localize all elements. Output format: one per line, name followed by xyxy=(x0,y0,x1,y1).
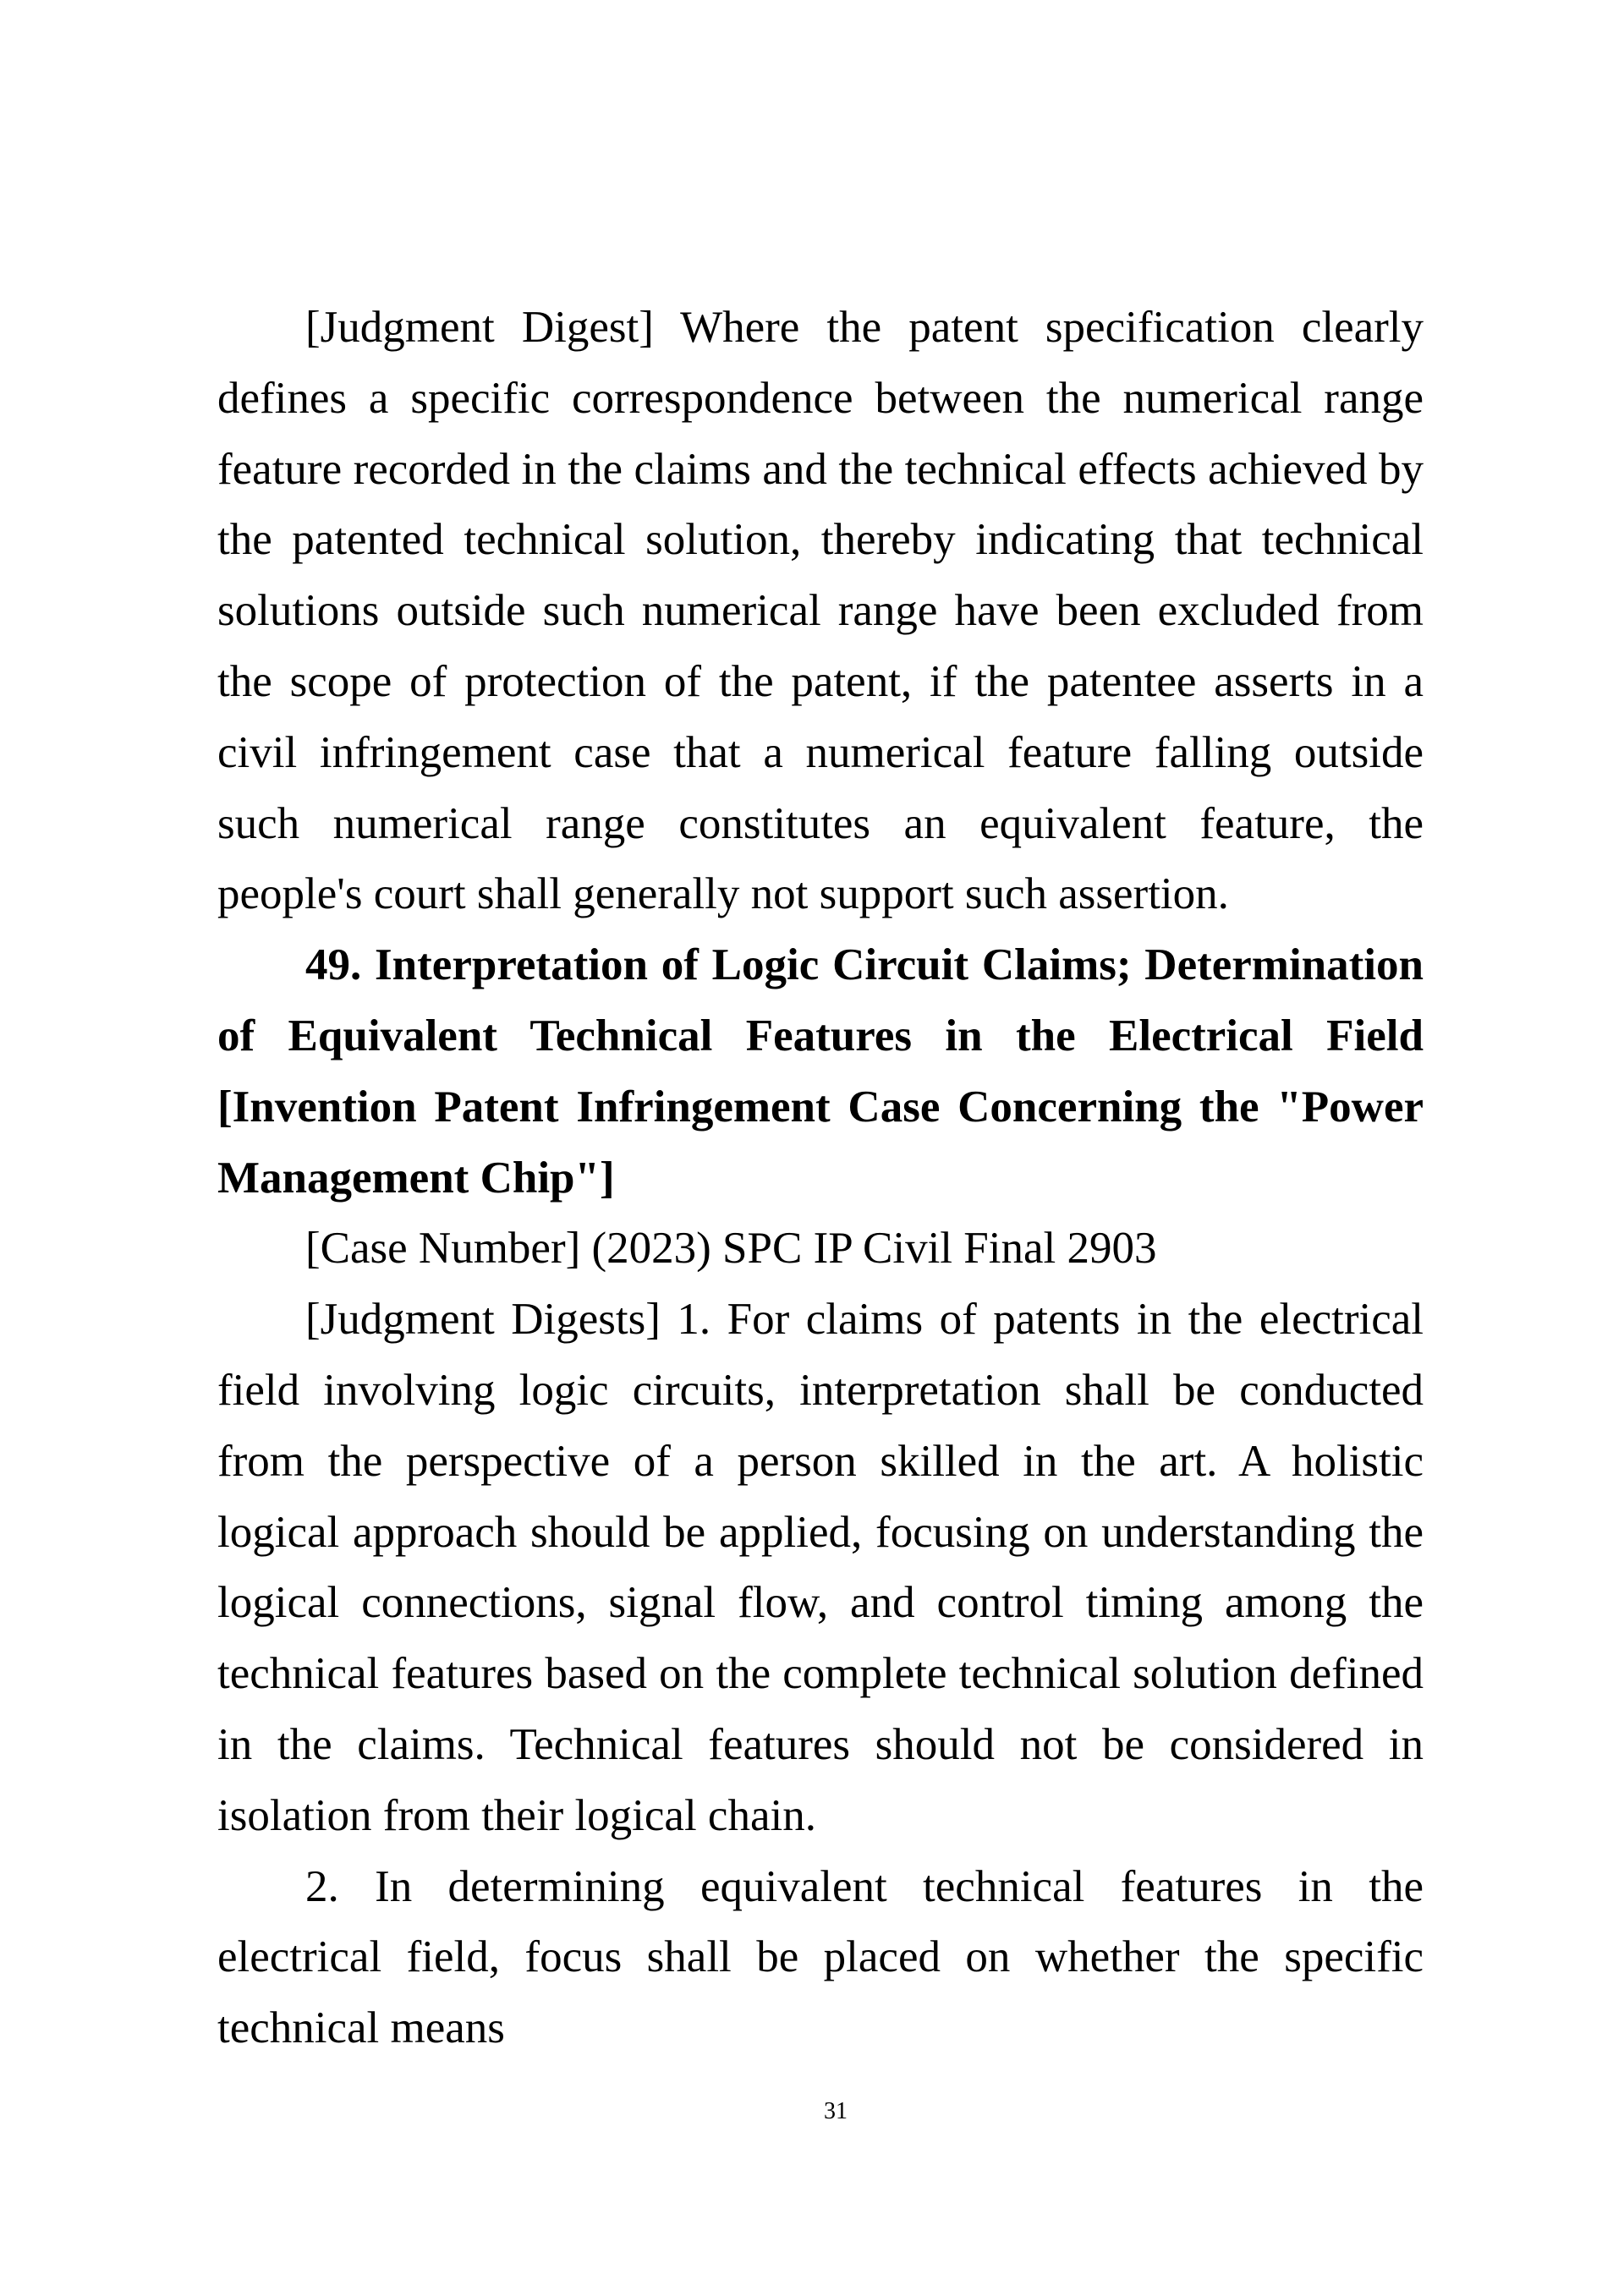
case-number-paragraph: [Case Number] (2023) SPC IP Civil Final 2903 xyxy=(305,1224,1157,1274)
case-heading: 49. Interpretation of Logic Circuit Claims; Determination of Equivalent Technical Features in the Electrical Field [Invention Patent Infringement Case Concerning the "Power Management Chip"] xyxy=(217,940,1424,1203)
page-body xyxy=(217,293,1424,2064)
judgment-digests-paragraph-2: 2. In determining equivalent technical features in the electrical field, focus shall be placed on whether the specific technical means xyxy=(217,1861,1424,2053)
page-number: 31 xyxy=(824,2098,848,2124)
judgment-digests-paragraph-1: [Judgment Digests] 1. For claims of patents in the electrical field involving logic circuits, interpretation shall be conducted from the perspective of a person skilled in the art. A holistic logical approach should be applied, focusing on understanding the logical connections, signal flow, and control timing among the technical features based on the complete technical solution defined in the claims. Technical features should not be considered in isolation from their logical chain. xyxy=(217,1295,1424,1840)
judgment-digest-paragraph: [Judgment Digest] Where the patent specification clearly defines a specific correspondence between the numerical range feature recorded in the claims and the technical effects achieved by the patented technical solution, thereby indicating that technical solutions outside such numerical range have been excluded from the scope of protection of the patent, if the patentee asserts in a civil infringement case that a numerical feature falling outside such numerical range constitutes an equivalent feature, the people's court shall generally not support such assertion. xyxy=(217,303,1424,919)
